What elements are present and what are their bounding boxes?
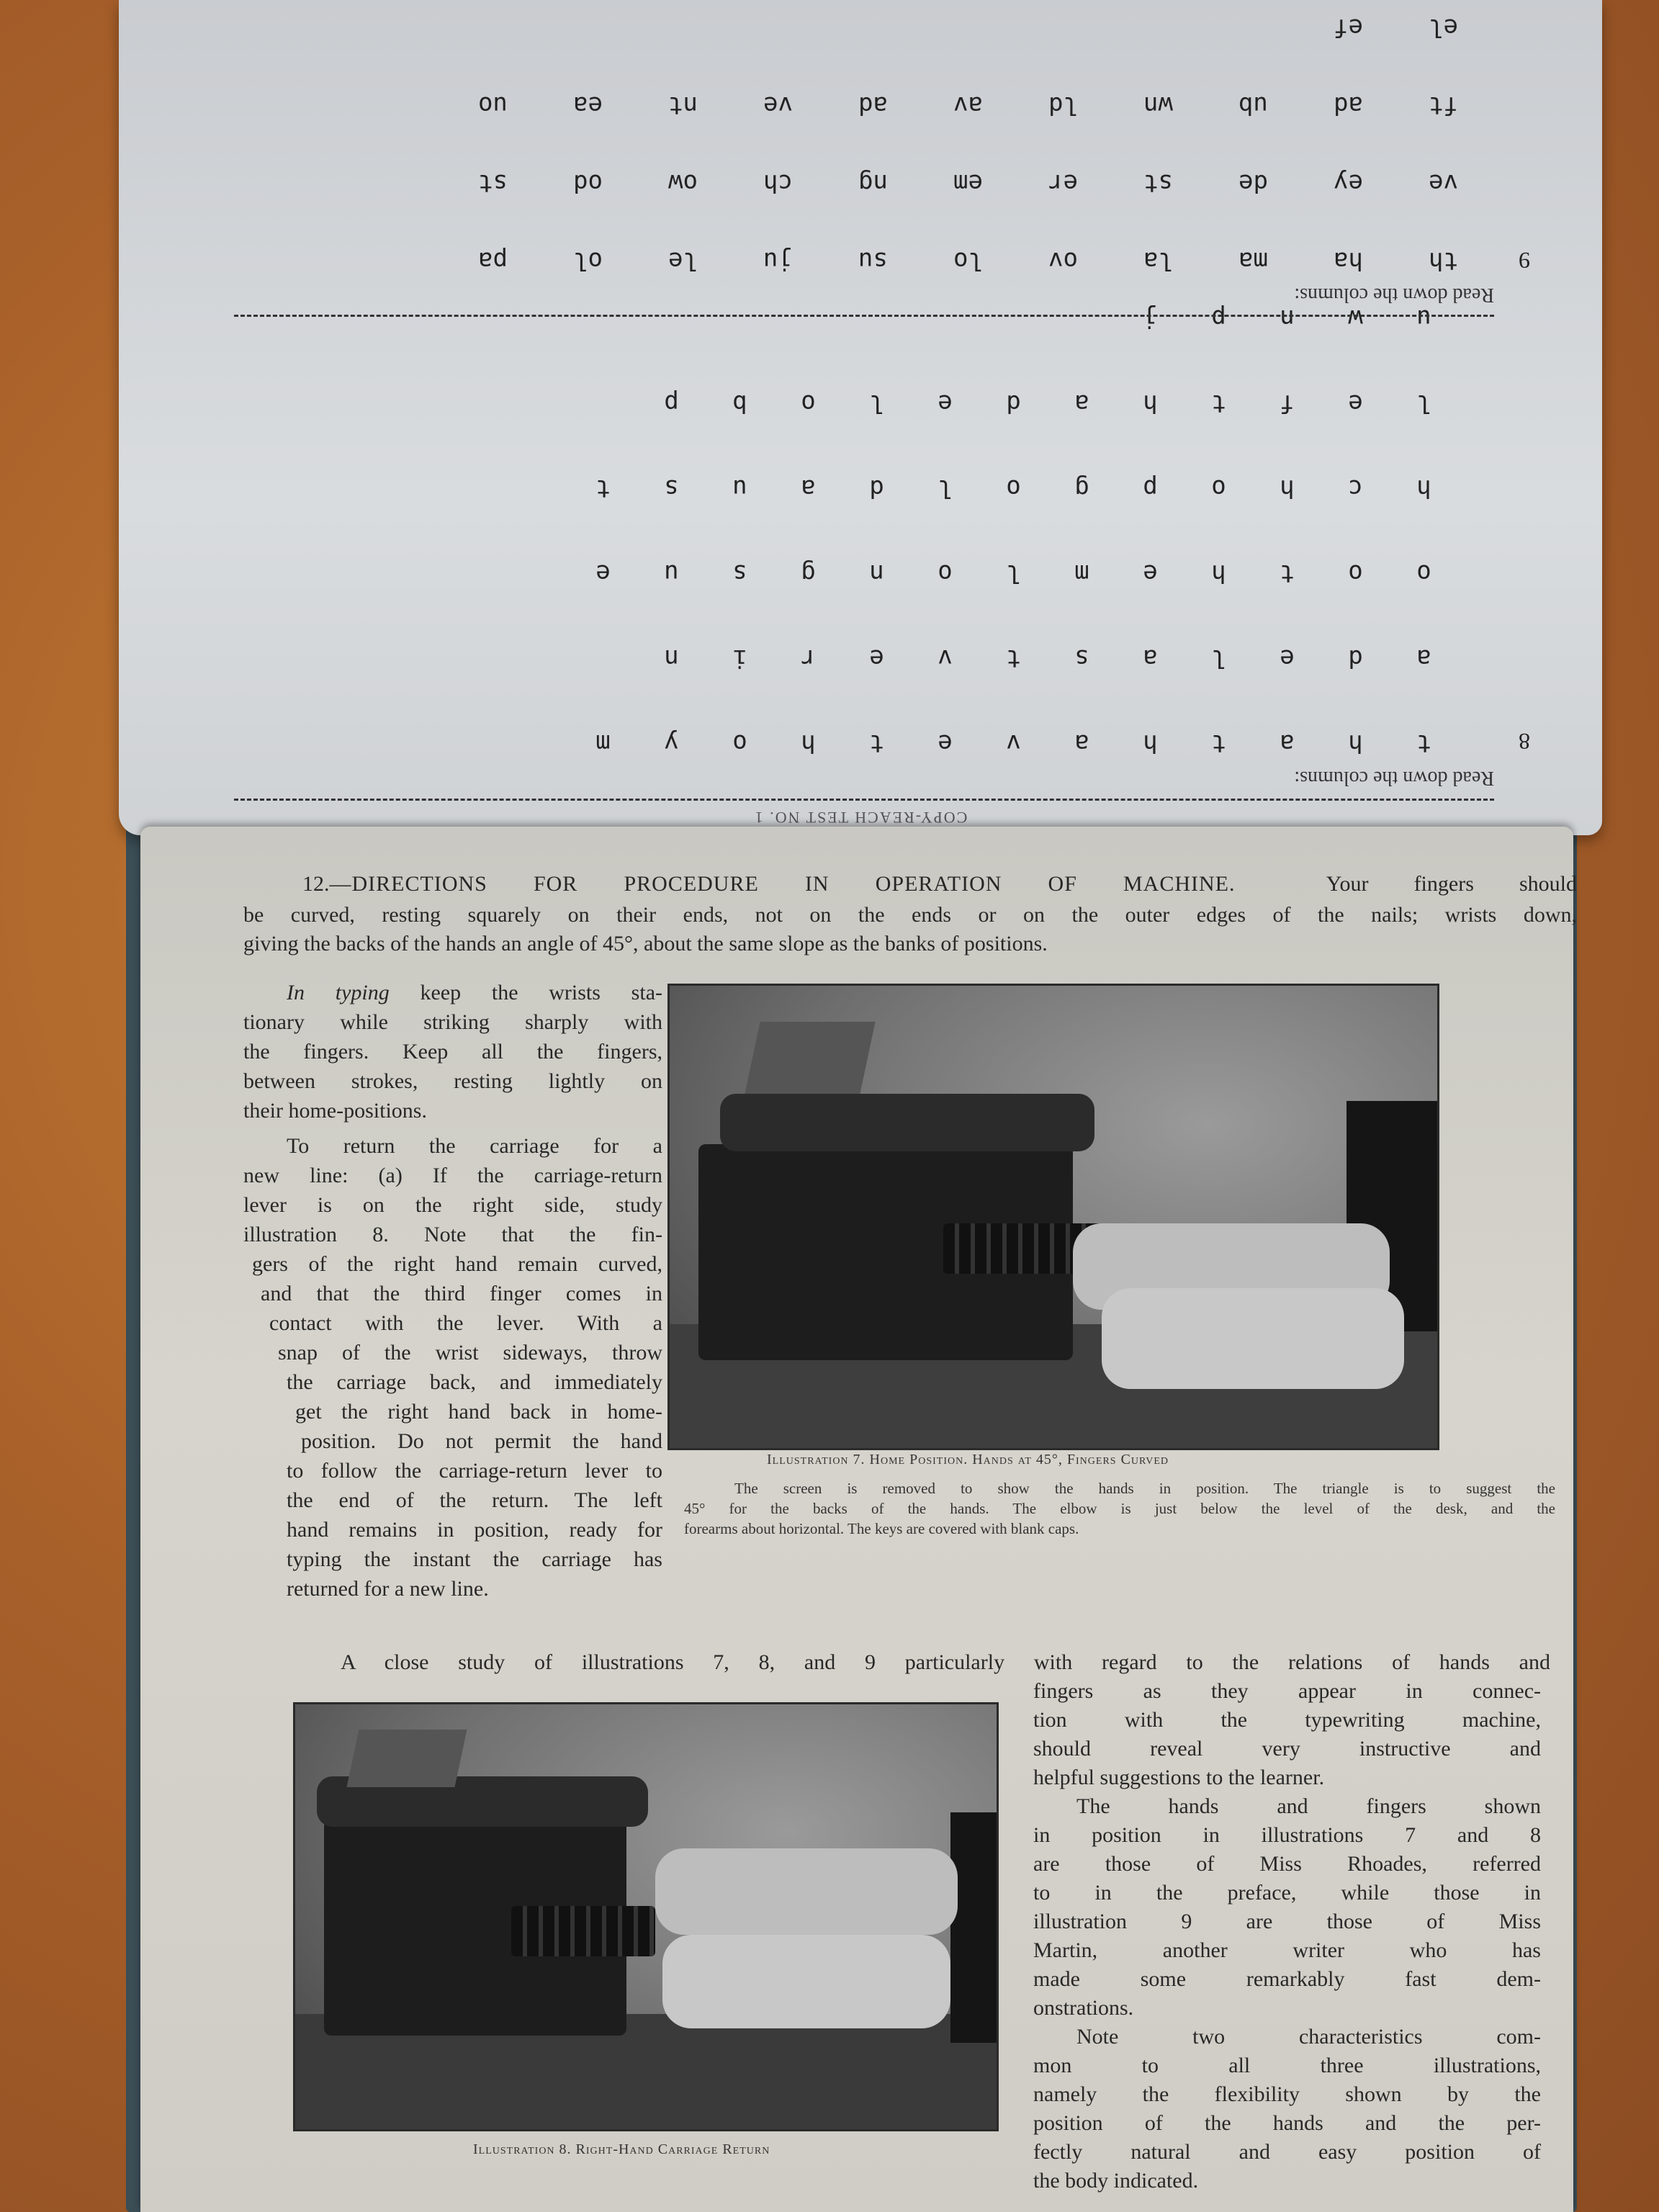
exercise-8-number: 8 [1519, 729, 1530, 755]
grid-cell: a [801, 474, 816, 503]
grid-cell: o [1006, 474, 1021, 503]
grid-cell: ol [573, 246, 603, 275]
grid-cell: e [938, 389, 953, 418]
grid-cell: th [1429, 246, 1458, 275]
grid-row [569, 729, 1458, 757]
grid-cell: e [938, 729, 953, 757]
grid-cell: o [938, 559, 953, 588]
grid-cell: le [668, 246, 698, 275]
left-column-line: In typing keep the wrists sta- [287, 981, 662, 1004]
top-page-rotated-content [119, 0, 1602, 835]
grid-cell: d [1348, 644, 1363, 673]
grid-cell: e [1143, 559, 1158, 588]
grid-cell: ea [573, 91, 603, 120]
grid-cell: su [858, 246, 888, 275]
right-column-line: onstrations. [1033, 1996, 1134, 2020]
grid-cell: h [1143, 389, 1158, 418]
right-column-line: made some remarkably fast dem- [1033, 1967, 1541, 1991]
grid-cell: el [1429, 13, 1458, 42]
right-column-line: the body indicated. [1033, 2169, 1199, 2193]
grid-cell: d [1006, 389, 1021, 418]
exercise-9-instruction: Read down the columns: [1294, 284, 1494, 306]
grid-cell: s [1074, 644, 1089, 673]
section-heading [302, 870, 1577, 899]
grid-cell: s [664, 474, 679, 503]
grid-cell: uo [478, 91, 508, 120]
heading-line-2: be curved, resting squarely on their ends, not on the ends or on the outer edges of the nails; wrists down, [243, 903, 1577, 927]
grid-cell: av [953, 91, 983, 120]
grid-cell: i [732, 644, 747, 673]
left-column-line: to follow the carriage-return lever to [287, 1459, 662, 1483]
left-column-line: hand remains in position, ready for [287, 1518, 662, 1542]
grid-cell: f [1280, 389, 1295, 418]
right-column-line: are those of Miss Rhoades, referred [1033, 1852, 1541, 1876]
right-column-line: The hands and fingers shown [1076, 1794, 1541, 1818]
left-column-line: the carriage back, and immediately [287, 1370, 662, 1394]
grid-cell: od [573, 168, 603, 197]
grid-cell: n [664, 644, 679, 673]
grid-cell: j [1143, 304, 1158, 333]
right-column-line: tion with the typewriting machine, [1033, 1708, 1541, 1732]
left-column-line: returned for a new line. [287, 1577, 489, 1601]
grid-cell: e [1280, 644, 1295, 673]
dashed-rule [234, 799, 1494, 801]
grid-cell: d [869, 474, 884, 503]
grid-cell: nt [668, 91, 698, 120]
grid-cell: t [1211, 729, 1226, 757]
grid-cell: ey [1334, 168, 1363, 197]
right-column-line: Note two characteristics com- [1076, 2025, 1541, 2049]
right-column-line: fectly natural and easy position of [1033, 2140, 1541, 2164]
grid-cell: p [1143, 474, 1158, 503]
left-column-line: the end of the return. The left [287, 1488, 662, 1512]
running-header: COPY-REACH TEST NO. 1 [753, 809, 968, 827]
grid-cell: o [1416, 559, 1431, 588]
grid-cell: n [1280, 304, 1295, 333]
right-column-line: illustration 9 are those of Miss [1033, 1910, 1541, 1933]
grid-cell: h [1416, 474, 1431, 503]
grid-cell: ha [1334, 246, 1363, 275]
grid-cell: l [1416, 389, 1431, 418]
grid-cell: ef [1334, 13, 1363, 42]
illustration-7-caption-line: The screen is removed to show the hands in position. The triangle is to suggest the [734, 1480, 1555, 1497]
grid-cell: a [1416, 644, 1431, 673]
left-column-line: To return the carriage for a [287, 1134, 662, 1158]
grid-cell: p [1211, 304, 1226, 333]
left-column-line: position. Do not permit the hand [301, 1429, 662, 1453]
exercise-9-number: 9 [1519, 248, 1530, 274]
grid-cell: a [1074, 389, 1089, 418]
grid-cell: o [1211, 474, 1226, 503]
grid-cell: l [1211, 644, 1226, 673]
grid-row [413, 246, 1458, 275]
heading-number: 12. [302, 872, 330, 896]
grid-cell: t [1006, 644, 1021, 673]
right-column-line: should reveal very instructive and [1033, 1737, 1541, 1761]
grid-cell: m [595, 729, 611, 757]
right-column-line: position of the hands and the per- [1033, 2111, 1541, 2135]
illustration-7-caption-line: forearms about horizontal. The keys are covered with blank caps. [684, 1520, 1079, 1537]
right-column-line: to in the preface, while those in [1033, 1881, 1541, 1905]
grid-cell: ch [763, 168, 793, 197]
grid-cell: ov [1048, 246, 1078, 275]
top-page [119, 0, 1602, 835]
illustration-7-title: Illustration 7. Home Position. Hands at 45°, Fingers Curved [767, 1452, 1169, 1467]
right-column-line: Martin, another writer who has [1033, 1938, 1541, 1962]
grid-cell: e [1348, 389, 1363, 418]
left-column-line: between strokes, resting lightly on [243, 1069, 662, 1093]
illustration-8-photo [293, 1702, 999, 2131]
grid-cell: h [1143, 729, 1158, 757]
grid-row [637, 644, 1458, 673]
grid-cell: t [1280, 559, 1295, 588]
grid-cell: t [869, 729, 884, 757]
grid-cell: u [664, 559, 679, 588]
grid-cell: st [478, 168, 508, 197]
grid-cell: u [1416, 304, 1431, 333]
grid-cell: wn [1143, 91, 1173, 120]
left-column-line: gers of the right hand remain curved, [252, 1252, 662, 1276]
grid-cell: t [595, 474, 611, 503]
grid-cell: t [1211, 389, 1226, 418]
grid-cell: w [1348, 304, 1363, 333]
grid-cell: ng [858, 168, 888, 197]
grid-cell: e [869, 644, 884, 673]
grid-cell: ld [1048, 91, 1078, 120]
grid-cell: a [1074, 729, 1089, 757]
grid-cell: er [1048, 168, 1078, 197]
grid-cell: u [732, 474, 747, 503]
exercise-8-instruction: Read down the columns: [1294, 767, 1494, 789]
grid-row [569, 559, 1458, 588]
left-column-line: illustration 8. Note that the fin- [243, 1223, 662, 1246]
grid-cell: ve [1429, 168, 1458, 197]
grid-cell: ve [763, 91, 793, 120]
grid-cell: h [801, 729, 816, 757]
heading-rest: Your fingers should [1326, 872, 1578, 896]
left-column-line: new line: (a) If the carriage-return [243, 1164, 662, 1187]
left-column-line: their home-positions. [243, 1099, 427, 1123]
grid-cell: e [595, 559, 611, 588]
left-column-line: lever is on the right side, study [243, 1193, 662, 1217]
grid-cell: v [1006, 729, 1021, 757]
grid-cell: ad [1334, 91, 1363, 120]
grid-cell: de [1238, 168, 1268, 197]
grid-cell: o [801, 389, 816, 418]
heading-title: —DIRECTIONS FOR PROCEDURE IN OPERATION OF MACHINE. [329, 872, 1236, 896]
right-column-line: helpful suggestions to the learner. [1033, 1766, 1325, 1789]
grid-cell: ju [763, 246, 793, 275]
grid-cell: ma [1238, 246, 1268, 275]
grid-cell: l [1006, 559, 1021, 588]
bottom-page [140, 827, 1578, 2212]
grid-cell: ow [668, 168, 698, 197]
right-column-line: in position in illustrations 7 and 8 [1033, 1823, 1541, 1847]
left-column-line: tionary while striking sharply with [243, 1010, 662, 1034]
grid-cell: b [732, 389, 747, 418]
dashed-rule [234, 315, 1494, 317]
grid-cell: o [1348, 559, 1363, 588]
grid-row [1116, 304, 1458, 333]
grid-cell: l [869, 389, 884, 418]
grid-cell: o [732, 729, 747, 757]
grid-cell: c [1348, 474, 1363, 503]
grid-row [413, 168, 1458, 197]
grid-cell: h [1280, 474, 1295, 503]
grid-cell: la [1143, 246, 1173, 275]
left-column-line: and that the third finger comes in [261, 1282, 662, 1305]
grid-cell: st [1143, 168, 1173, 197]
illustration-7-photo [667, 984, 1439, 1450]
grid-row [637, 389, 1458, 418]
grid-row [413, 91, 1458, 120]
grid-cell: em [953, 168, 983, 197]
grid-cell: ad [858, 91, 888, 120]
illustration-7-caption-line: 45° for the backs of the hands. The elbow is just below the level of the desk, and the [684, 1500, 1555, 1517]
left-column-line: get the right hand back in home- [295, 1400, 662, 1424]
left-column-line: contact with the lever. With a [269, 1311, 662, 1335]
left-column-line: the fingers. Keep all the fingers, [243, 1040, 662, 1064]
grid-cell: a [1143, 644, 1158, 673]
grid-cell: ft [1429, 91, 1458, 120]
grid-row [1268, 13, 1458, 42]
heading-line-3: giving the backs of the hands an angle of 45°, about the same slope as the banks of positions. [243, 932, 1048, 956]
grid-cell: l [938, 474, 953, 503]
illustration-8-title: Illustration 8. Right-Hand Carriage Return [473, 2141, 770, 2157]
grid-row [569, 474, 1458, 503]
grid-cell: a [1280, 729, 1295, 757]
grid-cell: t [1416, 729, 1431, 757]
grid-cell: n [869, 559, 884, 588]
left-column-line: snap of the wrist sideways, throw [278, 1341, 662, 1364]
grid-cell: lo [953, 246, 983, 275]
grid-cell: r [801, 644, 816, 673]
grid-cell: m [1074, 559, 1089, 588]
grid-cell: s [732, 559, 747, 588]
grid-cell: y [664, 729, 679, 757]
grid-cell: ub [1238, 91, 1268, 120]
grid-cell: pa [478, 246, 508, 275]
grid-cell: h [1211, 559, 1226, 588]
grid-cell: g [801, 559, 816, 588]
right-column-line: mon to all three illustrations, [1033, 2054, 1541, 2077]
grid-cell: v [938, 644, 953, 673]
right-column-line: fingers as they appear in connec- [1033, 1679, 1541, 1703]
right-column-line: namely the flexibility shown by the [1033, 2082, 1541, 2106]
left-column-line: typing the instant the carriage has [287, 1547, 662, 1571]
grid-cell: p [664, 389, 679, 418]
grid-cell: h [1348, 729, 1363, 757]
grid-cell: g [1074, 474, 1089, 503]
study-paragraph-line: A close study of illustrations 7, 8, and 9 particularly with regard to the relations of hands and [341, 1650, 1550, 1674]
